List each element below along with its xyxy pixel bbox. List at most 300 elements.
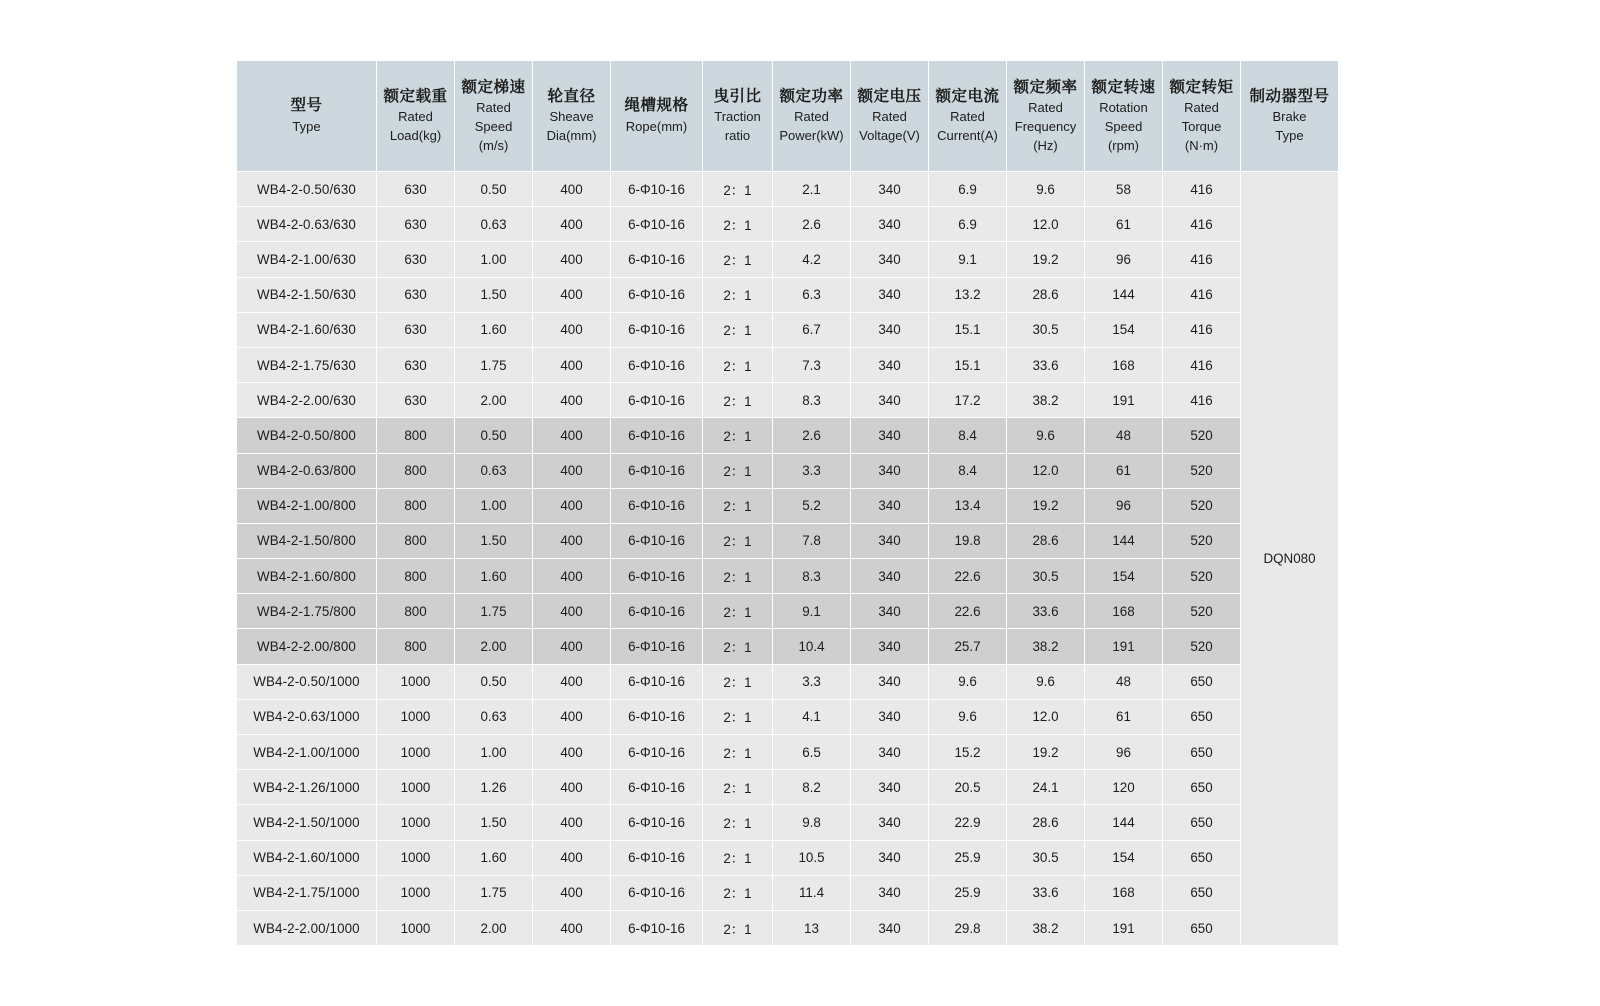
cell-value: 58 [1085, 172, 1163, 207]
column-header-en: Rated [398, 109, 433, 125]
column-header-2 [455, 61, 533, 172]
cell-value: 9.6 [1007, 418, 1085, 453]
cell-value: 400 [533, 172, 611, 207]
cell-value: 9.6 [929, 664, 1007, 699]
cell-type: WB4-2-1.00/630 [237, 242, 377, 277]
column-header-cn: 轮直径 [547, 87, 596, 105]
cell-value: 8.2 [773, 770, 851, 805]
cell-value: 1000 [377, 770, 455, 805]
cell-type: WB4-2-1.60/1000 [237, 840, 377, 875]
cell-value: 6-Φ10-16 [611, 770, 703, 805]
cell-value: 15.1 [929, 312, 1007, 347]
cell-value: 340 [851, 875, 929, 910]
column-header-en: ratio [724, 128, 751, 144]
cell-value: 168 [1085, 594, 1163, 629]
cell-value: 154 [1085, 312, 1163, 347]
column-header-3 [533, 61, 611, 172]
cell-value: 400 [533, 559, 611, 594]
cell-value: 340 [851, 453, 929, 488]
cell-value: 10.5 [773, 840, 851, 875]
cell-value: 1.00 [455, 488, 533, 523]
cell-value: 1.60 [455, 559, 533, 594]
table-row [237, 805, 1339, 840]
cell-value: 400 [533, 488, 611, 523]
cell-value: 520 [1163, 453, 1241, 488]
column-header-6 [773, 61, 851, 172]
cell-type: WB4-2-0.50/800 [237, 418, 377, 453]
table-body [237, 172, 1339, 946]
cell-value: 13.4 [929, 488, 1007, 523]
cell-value: 1.50 [455, 277, 533, 312]
column-header-en: (N·m) [1184, 137, 1219, 153]
column-header-en: Brake [1272, 109, 1307, 125]
table-row [237, 875, 1339, 910]
column-header-cn: 型号 [290, 97, 323, 115]
cell-value: 2.6 [773, 207, 851, 242]
cell-value: 61 [1085, 207, 1163, 242]
cell-value: 340 [851, 172, 929, 207]
cell-type: WB4-2-0.50/1000 [237, 664, 377, 699]
cell-value: 2.00 [455, 629, 533, 664]
cell-type: WB4-2-2.00/1000 [237, 910, 377, 945]
cell-value: 0.63 [455, 207, 533, 242]
table-row [237, 840, 1339, 875]
cell-value: 630 [377, 383, 455, 418]
cell-value: 2：1 [703, 523, 773, 558]
cell-value: 9.1 [773, 594, 851, 629]
cell-value: 7.8 [773, 523, 851, 558]
cell-value: 191 [1085, 629, 1163, 664]
column-header-en: Rated [794, 109, 829, 125]
cell-value: 15.1 [929, 347, 1007, 382]
cell-type: WB4-2-1.50/800 [237, 523, 377, 558]
cell-value: 340 [851, 805, 929, 840]
cell-value: 650 [1163, 735, 1241, 770]
cell-value: 340 [851, 418, 929, 453]
cell-value: 191 [1085, 910, 1163, 945]
cell-value: 10.4 [773, 629, 851, 664]
column-header-en: Rated [1184, 99, 1219, 115]
cell-value: 400 [533, 770, 611, 805]
cell-type: WB4-2-1.75/800 [237, 594, 377, 629]
table-row [237, 172, 1339, 207]
cell-value: 6-Φ10-16 [611, 699, 703, 734]
cell-value: 6-Φ10-16 [611, 312, 703, 347]
cell-value: 13 [773, 910, 851, 945]
cell-value: 2：1 [703, 910, 773, 945]
column-header-cn: 额定梯速 [461, 78, 526, 96]
table-row [237, 207, 1339, 242]
cell-value: 520 [1163, 488, 1241, 523]
cell-value: 6-Φ10-16 [611, 347, 703, 382]
cell-value: 340 [851, 664, 929, 699]
table-row [237, 242, 1339, 277]
cell-value: 340 [851, 488, 929, 523]
cell-type: WB4-2-2.00/630 [237, 383, 377, 418]
cell-value: 6-Φ10-16 [611, 594, 703, 629]
cell-value: 25.7 [929, 629, 1007, 664]
cell-value: 340 [851, 523, 929, 558]
column-header-en: Rotation [1099, 99, 1148, 115]
column-header-cn: 制动器型号 [1249, 87, 1330, 105]
column-header-en: Current(A) [937, 128, 998, 144]
cell-type: WB4-2-2.00/800 [237, 629, 377, 664]
cell-value: 2：1 [703, 629, 773, 664]
column-header-en: (rpm) [1107, 137, 1140, 153]
cell-value: 400 [533, 840, 611, 875]
cell-value: 1.50 [455, 523, 533, 558]
column-header-en: Load(kg) [389, 128, 442, 144]
cell-value: 400 [533, 207, 611, 242]
cell-value: 19.2 [1007, 242, 1085, 277]
cell-type: WB4-2-1.50/1000 [237, 805, 377, 840]
cell-value: 6-Φ10-16 [611, 664, 703, 699]
cell-value: 650 [1163, 875, 1241, 910]
table-row [237, 523, 1339, 558]
cell-value: 2.1 [773, 172, 851, 207]
cell-value: 2：1 [703, 453, 773, 488]
cell-value: 6-Φ10-16 [611, 488, 703, 523]
cell-value: 1.00 [455, 735, 533, 770]
cell-value: 800 [377, 523, 455, 558]
cell-value: 19.8 [929, 523, 1007, 558]
column-header-en: Traction [714, 109, 761, 125]
cell-value: 1000 [377, 840, 455, 875]
cell-value: 28.6 [1007, 523, 1085, 558]
column-header-5 [703, 61, 773, 172]
cell-value: 9.1 [929, 242, 1007, 277]
cell-type: WB4-2-0.63/800 [237, 453, 377, 488]
cell-value: 19.2 [1007, 488, 1085, 523]
cell-value: 800 [377, 629, 455, 664]
cell-value: 8.4 [929, 418, 1007, 453]
cell-value: 8.3 [773, 383, 851, 418]
cell-type: WB4-2-1.26/1000 [237, 770, 377, 805]
cell-value: 6-Φ10-16 [611, 172, 703, 207]
cell-value: 340 [851, 699, 929, 734]
table-row [237, 770, 1339, 805]
cell-value: 6.3 [773, 277, 851, 312]
column-header-en: Rated [1028, 99, 1063, 115]
cell-value: 19.2 [1007, 735, 1085, 770]
cell-value: 2：1 [703, 875, 773, 910]
cell-value: 1.50 [455, 805, 533, 840]
spec-table-container [236, 60, 1336, 946]
cell-value: 30.5 [1007, 312, 1085, 347]
cell-value: 650 [1163, 699, 1241, 734]
column-header-en: Type [1275, 128, 1304, 144]
cell-value: 650 [1163, 805, 1241, 840]
column-header-10 [1085, 61, 1163, 172]
cell-value: 22.9 [929, 805, 1007, 840]
cell-value: 4.1 [773, 699, 851, 734]
traction-machine-spec-table [236, 60, 1339, 946]
cell-value: 416 [1163, 207, 1241, 242]
cell-value: 6-Φ10-16 [611, 629, 703, 664]
cell-value: 630 [377, 277, 455, 312]
cell-value: 650 [1163, 664, 1241, 699]
cell-value: 11.4 [773, 875, 851, 910]
cell-value: 1.00 [455, 242, 533, 277]
cell-value: 630 [377, 207, 455, 242]
column-header-8 [929, 61, 1007, 172]
cell-value: 2：1 [703, 840, 773, 875]
cell-value: 520 [1163, 559, 1241, 594]
cell-value: 2：1 [703, 488, 773, 523]
cell-value: 416 [1163, 277, 1241, 312]
cell-value: 340 [851, 910, 929, 945]
cell-value: 2：1 [703, 770, 773, 805]
cell-type: WB4-2-0.63/1000 [237, 699, 377, 734]
cell-value: 1000 [377, 735, 455, 770]
cell-value: 61 [1085, 453, 1163, 488]
cell-value: 168 [1085, 347, 1163, 382]
cell-type: WB4-2-1.50/630 [237, 277, 377, 312]
cell-value: 9.6 [1007, 172, 1085, 207]
cell-value: 144 [1085, 805, 1163, 840]
header-row [237, 61, 1339, 172]
cell-value: 2：1 [703, 277, 773, 312]
cell-value: 6-Φ10-16 [611, 453, 703, 488]
column-header-en: Rated [872, 109, 907, 125]
cell-value: 400 [533, 735, 611, 770]
table-row [237, 418, 1339, 453]
cell-value: 2：1 [703, 207, 773, 242]
column-header-cn: 额定功率 [779, 87, 844, 105]
column-header-cn: 额定电压 [857, 87, 922, 105]
table-row [237, 735, 1339, 770]
cell-value: 400 [533, 312, 611, 347]
table-row [237, 312, 1339, 347]
cell-value: 340 [851, 312, 929, 347]
cell-type: WB4-2-1.60/630 [237, 312, 377, 347]
cell-value: 6.9 [929, 207, 1007, 242]
cell-value: 340 [851, 770, 929, 805]
column-header-0 [237, 61, 377, 172]
cell-value: 2：1 [703, 664, 773, 699]
cell-type: WB4-2-1.60/800 [237, 559, 377, 594]
column-header-en: Voltage(V) [859, 128, 920, 144]
column-header-en: Type [292, 118, 321, 134]
cell-value: 650 [1163, 770, 1241, 805]
cell-value: 416 [1163, 242, 1241, 277]
cell-value: 28.6 [1007, 805, 1085, 840]
cell-value: 2：1 [703, 735, 773, 770]
cell-value: 630 [377, 347, 455, 382]
cell-value: 400 [533, 594, 611, 629]
column-header-en: Rated [476, 99, 511, 115]
table-row [237, 383, 1339, 418]
cell-value: 2.6 [773, 418, 851, 453]
column-header-en: (Hz) [1033, 137, 1058, 153]
cell-value: 1000 [377, 910, 455, 945]
cell-value: 520 [1163, 418, 1241, 453]
cell-value: 416 [1163, 347, 1241, 382]
cell-value: 650 [1163, 840, 1241, 875]
cell-value: 12.0 [1007, 453, 1085, 488]
cell-value: 630 [377, 312, 455, 347]
cell-value: 29.8 [929, 910, 1007, 945]
cell-value: 96 [1085, 242, 1163, 277]
cell-value: 9.6 [929, 699, 1007, 734]
cell-value: 400 [533, 523, 611, 558]
cell-value: 6-Φ10-16 [611, 805, 703, 840]
cell-value: 96 [1085, 735, 1163, 770]
cell-value: 0.63 [455, 453, 533, 488]
column-header-en: Frequency [1014, 118, 1077, 134]
cell-value: 6-Φ10-16 [611, 418, 703, 453]
table-row [237, 277, 1339, 312]
table-row [237, 629, 1339, 664]
cell-value: 340 [851, 207, 929, 242]
column-header-cn: 绳槽规格 [624, 97, 689, 115]
cell-value: 0.50 [455, 664, 533, 699]
column-header-en: Speed [474, 118, 513, 134]
cell-value: 30.5 [1007, 840, 1085, 875]
column-header-cn: 额定转速 [1091, 78, 1156, 96]
cell-value: 6.7 [773, 312, 851, 347]
cell-type: WB4-2-1.75/1000 [237, 875, 377, 910]
cell-value: 12.0 [1007, 207, 1085, 242]
column-header-cn: 额定载重 [383, 87, 448, 105]
column-header-en: Sheave [549, 109, 594, 125]
cell-value: 3.3 [773, 664, 851, 699]
table-row [237, 699, 1339, 734]
cell-value: 520 [1163, 594, 1241, 629]
cell-value: 144 [1085, 523, 1163, 558]
column-header-brake-type [1241, 61, 1339, 172]
column-header-9 [1007, 61, 1085, 172]
column-header-cn: 额定转矩 [1169, 78, 1234, 96]
cell-value: 800 [377, 559, 455, 594]
cell-value: 6.9 [929, 172, 1007, 207]
column-header-11 [1163, 61, 1241, 172]
cell-value: 6-Φ10-16 [611, 242, 703, 277]
cell-value: 520 [1163, 523, 1241, 558]
cell-value: 144 [1085, 277, 1163, 312]
cell-value: 800 [377, 594, 455, 629]
column-header-7 [851, 61, 929, 172]
table-row [237, 594, 1339, 629]
column-header-en: Speed [1104, 118, 1143, 134]
cell-value: 400 [533, 418, 611, 453]
cell-value: 400 [533, 664, 611, 699]
cell-value: 6.5 [773, 735, 851, 770]
column-header-cn: 额定电流 [935, 87, 1000, 105]
cell-value: 9.8 [773, 805, 851, 840]
column-header-en: Rope(mm) [625, 118, 688, 134]
column-header-en: Dia(mm) [546, 128, 597, 144]
cell-value: 61 [1085, 699, 1163, 734]
cell-value: 630 [377, 242, 455, 277]
cell-value: 630 [377, 172, 455, 207]
cell-value: 340 [851, 629, 929, 664]
cell-value: 2：1 [703, 559, 773, 594]
cell-value: 340 [851, 347, 929, 382]
cell-value: 2：1 [703, 594, 773, 629]
cell-value: 25.9 [929, 875, 1007, 910]
cell-value: 400 [533, 347, 611, 382]
cell-type: WB4-2-1.00/1000 [237, 735, 377, 770]
cell-value: 20.5 [929, 770, 1007, 805]
cell-value: 0.63 [455, 699, 533, 734]
cell-value: 2：1 [703, 383, 773, 418]
column-header-en: Power(kW) [779, 128, 844, 144]
cell-value: 22.6 [929, 594, 1007, 629]
cell-value: 1.60 [455, 840, 533, 875]
cell-type: WB4-2-1.75/630 [237, 347, 377, 382]
cell-value: 154 [1085, 559, 1163, 594]
cell-value: 1000 [377, 664, 455, 699]
cell-value: 33.6 [1007, 594, 1085, 629]
cell-value: 1.75 [455, 347, 533, 382]
cell-value: 1000 [377, 699, 455, 734]
cell-value: 38.2 [1007, 910, 1085, 945]
cell-type: WB4-2-0.50/630 [237, 172, 377, 207]
cell-value: 6-Φ10-16 [611, 735, 703, 770]
cell-value: 6-Φ10-16 [611, 840, 703, 875]
column-header-en: Torque [1181, 118, 1222, 134]
column-header-en: Rated [950, 109, 985, 125]
column-header-4 [611, 61, 703, 172]
cell-value: 8.3 [773, 559, 851, 594]
cell-value: 38.2 [1007, 629, 1085, 664]
cell-value: 340 [851, 559, 929, 594]
cell-type: WB4-2-0.63/630 [237, 207, 377, 242]
cell-value: 6-Φ10-16 [611, 910, 703, 945]
cell-value: 2：1 [703, 418, 773, 453]
cell-value: 1.75 [455, 875, 533, 910]
cell-value: 6-Φ10-16 [611, 523, 703, 558]
cell-value: 2：1 [703, 347, 773, 382]
cell-value: 2：1 [703, 172, 773, 207]
cell-value: 1000 [377, 805, 455, 840]
cell-value: 24.1 [1007, 770, 1085, 805]
column-header-cn: 曳引比 [713, 87, 762, 105]
cell-value: 2：1 [703, 805, 773, 840]
cell-value: 33.6 [1007, 347, 1085, 382]
cell-value: 400 [533, 383, 611, 418]
table-row [237, 488, 1339, 523]
cell-value: 2：1 [703, 242, 773, 277]
cell-value: 2：1 [703, 312, 773, 347]
cell-value: 400 [533, 629, 611, 664]
cell-value: 2.00 [455, 910, 533, 945]
cell-value: 800 [377, 488, 455, 523]
cell-value: 416 [1163, 172, 1241, 207]
table-row [237, 559, 1339, 594]
cell-value: 1.75 [455, 594, 533, 629]
cell-value: 400 [533, 910, 611, 945]
cell-value: 30.5 [1007, 559, 1085, 594]
cell-value: 17.2 [929, 383, 1007, 418]
cell-brake-type: DQN080 [1241, 172, 1339, 946]
cell-value: 800 [377, 418, 455, 453]
cell-value: 7.3 [773, 347, 851, 382]
cell-value: 340 [851, 383, 929, 418]
column-header-en: (m/s) [478, 137, 509, 153]
cell-value: 340 [851, 840, 929, 875]
table-header [237, 61, 1339, 172]
cell-value: 400 [533, 277, 611, 312]
cell-value: 416 [1163, 383, 1241, 418]
table-row [237, 347, 1339, 382]
cell-value: 191 [1085, 383, 1163, 418]
cell-value: 38.2 [1007, 383, 1085, 418]
cell-value: 8.4 [929, 453, 1007, 488]
cell-value: 28.6 [1007, 277, 1085, 312]
cell-type: WB4-2-1.00/800 [237, 488, 377, 523]
